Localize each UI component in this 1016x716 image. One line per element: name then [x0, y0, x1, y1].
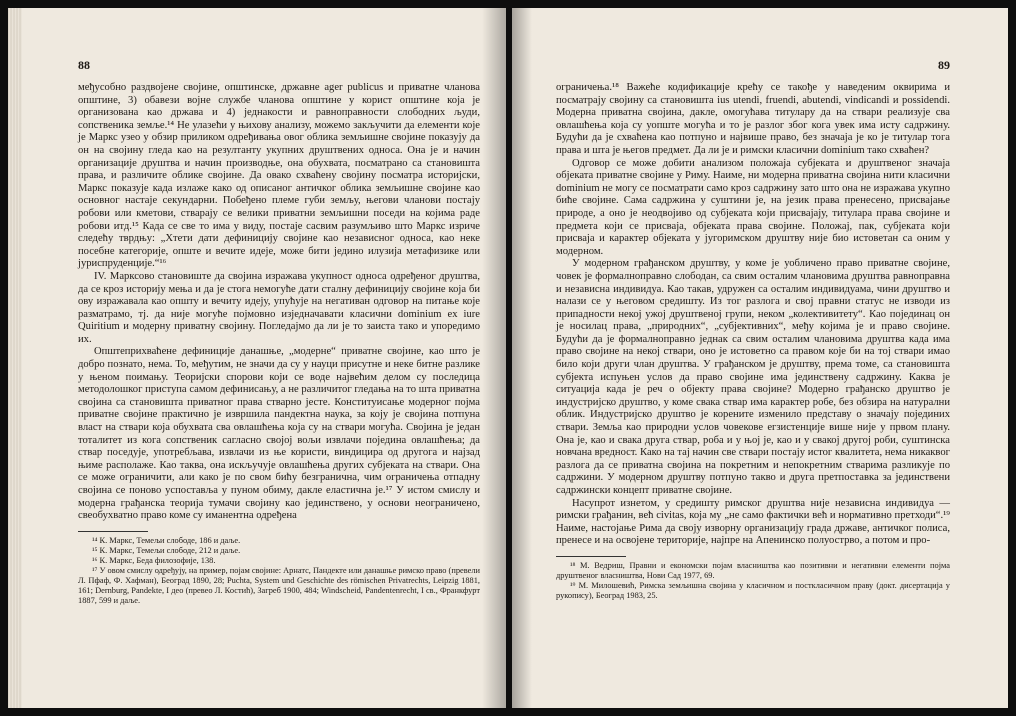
- paragraph: IV. Марксово становиште да својина изражава укупност односа одређеног друштва, да се кроз историју мења и да је стога немогуће дати сталну дефиницију својине која би ову изражавала као општу и вечиту идеју, упућује на негативан одговор на питање које разматрамо, тј. да није могуће појмовно изједначавати класични dominium ex iure Quiritium и модерну приватну својину. Погледајмо да ли је то заиста тако и упоредимо их.: [78, 270, 480, 345]
- footnote: ¹⁴ К. Маркс, Темељи слободе, 186 и даље.: [92, 535, 241, 545]
- page-number: 88: [78, 58, 90, 72]
- paragraph: Општеприхваћене дефиниције данашње, „модерне“ приватне својине, као што је добро познато, нема. То, међутим, не значи да су у науци присутне и неке битне разлике у њеном поимању. Теоријски спорови који се воде највећим делом су последица методолошког приступа самом дефинисању, а не различитог гледања на то шта приватна својина са становишта приватног права стварно јесте. Конституисање модерног појма приватне својине практично је извршила пандектна наука, за коју је својина потпуна власт на ствари која обухвата сва овлашћења која су на ствари могућа. Својина је један тоталитет из кога сопственик сагласно својој вољи извлачи поједина овлашћења; да ствар поседује, употребљава, извлачи из ње користи, виндицира од другога и најзад њиме располаже. Као таква, она искључује овлашћења других субјеката на ствари. Она се може ограничити, али како је по свом бићу безгранична, чим ограничења отпадну својина се поново успоставља у пуном обиму, дакле еластична је.¹⁷ У истом смислу и модерна грађанска теорија тумачи својину као јединствено, у основи неограничено, свеобухватно право коме су иманентна одређена: [78, 346, 480, 522]
- paragraph: У модерном грађанском друштву, у коме је уобличено право приватне својине, човек је формалноправно слободан, са свим осталим члановима друштва равноправна и независна индивидуа. Као такав, удружен са осталим индивидуама, чини друштво и налази се у његовом средишту. Из тог разлога и свој правни статус не изводи из припадности некој ужој друштвеној групи, неком „колективитету“. Као појединац он је носилац права, „природних“, „субјективних“, међу којима је и право својине. Будући да је формалноправно једнак са свим осталим члановима друштва када има право својине на некој ствари, оно је истоветно са правом које би на тој ствари имао било који други члан друштва. У грађанском је друштву, према томе, са становишта субјекта испуњен услов да право својине има јединствену садржину. Каква је ситуација када је реч о објекту права својине? Модерно грађанско друштво је индустријско друштво, у коме свака ствар има карактер робе, без обзира на натурални облик. Индустријско друштво је корените изменило представу о значају појединих ствари. Земља као природни услов човекове егзистенције више није у првом плану. Она је, као и свака друга ствар, роба и у њој је, као и у свакој другој роби, суштинска новчана вредност. Како на тај начин све ствари постају истог квалитета, нема никаквог разлога да се приватна својина на покретним и непокретним стварима разликује по садржини. У модерном друштву потпуно такво и друга претпоставка за јединствени садржински концепт приватне својине.: [556, 258, 950, 496]
- footnote-rule: [556, 556, 626, 557]
- footnote: ¹⁸ М. Ведриш, Правни и економски појам власништва као позитивни и негативни елементи појма друштвеног власништва, Нови Сад 1977, 69.: [556, 560, 950, 580]
- footnote: ¹⁷ У овом смислу одређују, на пример, појам својине: Арнатс, Пандекте или данашње римско право (превели Л. Пфаф, Ф. Хафман), Београд 1890, 28; Puchta, System und Geschichte des römischen Privatrechts, Leipzig 1881, 161; Dernburg, Pandekte, I део (превео Л. Костић), Загреб 1900, 484; Windscheid, Pandentenrecht, I св., Франкфурт 1887, 599 и даље.: [78, 565, 481, 605]
- paragraph: међусобно раздвојене својине, општинске, државне ager publicus и приватне чланова општине, 3) обавези војне службе чланова општине у корист општине која је организована као држава и 4) једнакости и равноправности слободних људи, сопственика земље.¹⁴ Не улазећи у њихову анализу, можемо закључити да елементи које је Маркс узео у обзир приликом одређивања овог облика земљишне својине показују да он на својину гледа као на резултанту укупних друштвених односа. Она је и начин организације друштва и начин производње, она обухвата, посматрано са становишта права, и различите облике својине. Да овако схваћену својину посматра историјски, Маркс показује када излаже како од описаног античког облика земљишне својине као основног настаје секундарни. Побеђено племе губи земљу, његови чланови постају робови или кметови, стварају се велики приватни земљишни поседи на којима раде робови итд.¹⁵ Када се све то има у виду, постаје сасвим разумљиво што Маркс изриче следећу тврдњу: „Хтети дати дефиницију својине као независног односа, као неке посебне категорије, опште и вечите идеје, може бити једино илузија метафизике или јуриспруденције.“¹⁶: [78, 82, 480, 270]
- right-page: [512, 8, 1008, 708]
- footnote-rule: [78, 531, 148, 532]
- left-page: [8, 8, 506, 708]
- footnote: ¹⁶ К. Маркс, Беда филозофије, 138.: [92, 555, 216, 565]
- paragraph: ограничења.¹⁸ Важеће кодификације крећу се такође у наведеним оквирима и посматрају својину са становишта ius utendi, fruendi, abutendi, vindicandi и possidendi. Модерна приватна својина, дакле, омогућава титулару да на ствари реализује сва овлашћења која су уопште могућа и то је разлог због кога увек има исту садржину. Будући да је схваћена као потпуно и највише право, без значаја је ко је титулар тога права и шта је његов предмет. Да ли је и римски класични dominium тако схваћен?: [556, 82, 950, 156]
- page-number: 89: [938, 58, 950, 72]
- paragraph: Насупрот изнетом, у средишту римског друштва није независна индивидуа — римски грађанин, већ civitas, која му „не само фактички већ и нормативно претходи“.¹⁹ Наиме, настојање Рима да своју изворну организацију града државе, античког полиса, пренесе и на освојене територије, најпре на Апенинско полуострво, а потом и про-: [556, 497, 950, 547]
- paragraph: Одговор се може добити анализом положаја субјеката и друштвеног значаја објеката приватне својине у Риму. Наиме, ни модерна приватна својина нити класични dominium не могу се посматрати само кроз садржину зато што она не изражава укупно биће својине. Сама садржина у суштини је, на језик права пренесено, присвајање природе, а оно је неодвојиво од субјеката који присвајају, титулара права својине и предмета који се присваја, објеката права својине. Положај, пак, субјеката који присваја и карактер објеката у југоримском друштву није био истоветан са оним у модерном.: [556, 157, 950, 257]
- footnote: ¹⁹ М. Милошевић, Римска земљишна својина у класичном и посткласичном праву (докт. дисертација у рукопису), Београд 1983, 25.: [556, 580, 950, 600]
- footnote: ¹⁵ К. Маркс, Темељи слободе, 212 и даље.: [92, 545, 241, 555]
